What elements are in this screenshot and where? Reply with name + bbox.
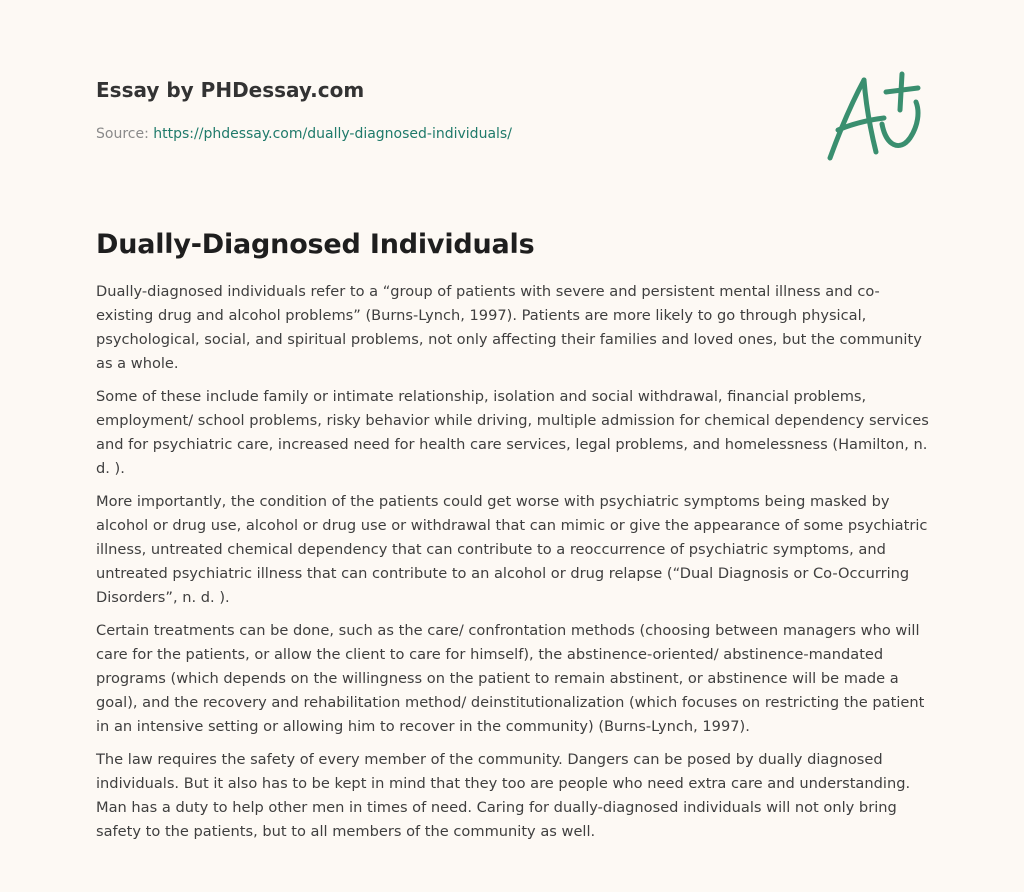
essay-paragraph: The law requires the safety of every member of the community. Dangers can be posed by dually diagnosed individuals. But it also has to be kept in mind that they too are people who need extra care and understanding. Man has a duty to help other men in times of need. Caring for dually-diagnosed individuals will not only bring safety to the patients, but to all members of the community as well. [96, 751, 911, 840]
source-line [96, 124, 736, 144]
essay-header [96, 76, 736, 144]
essay-paragraph: Some of these include family or intimate relationship, isolation and social withdrawal, financial problems, employment/ school problems, risky behavior while driving, multiple admission for chemical dependency services and for psychiatric care, increased need for health care services, legal problems, and homelessness (Hamilton, n. d. ). [96, 388, 929, 477]
essay-paragraph: Certain treatments can be done, such as the care/ confrontation methods (choosing between managers who will care for the patients, or allow the client to care for himself), the abstinence-oriented/ abstinence-mandated programs (which depends on the willingness on the patient to remain abstinent, or abstinence will be made a goal), and the recovery and rehabilitation method/ deinstitutionalization (which focuses on restricting the patient in an intensive setting or allowing him to recover in the community) (Burns-Lynch, 1997). [96, 622, 925, 735]
source-link[interactable]: https://phdessay.com/dually-diagnosed-individuals/ [153, 126, 512, 142]
site-title: Essay by PHDessay.com [96, 78, 365, 102]
essay-paragraph: Dually-diagnosed individuals refer to a “group of patients with severe and persistent mental illness and co-existing drug and alcohol problems” (Burns-Lynch, 1997). Patients are more likely to go through physical, psychological, social, and spiritual problems, not only affecting their families and loved ones, but the community as a whole. [96, 283, 922, 372]
essay-paragraph: More importantly, the condition of the patients could get worse with psychiatric symptoms being masked by alcohol or drug use, alcohol or drug use or withdrawal that can mimic or give the appearance of some psychiatric illness, untreated chemical dependency that can contribute to a reoccurrence of psychiatric symptoms, and untreated psychiatric illness that can contribute to an alcohol or drug relapse (“Dual Diagnosis or Co-Occurring Disorders”, n. d. ). [96, 493, 928, 606]
source-label: Source: [96, 126, 154, 142]
essay-title: Dually-Diagnosed Individuals [96, 229, 535, 260]
a-plus-grade-icon [820, 66, 930, 166]
essay-body [96, 226, 932, 853]
